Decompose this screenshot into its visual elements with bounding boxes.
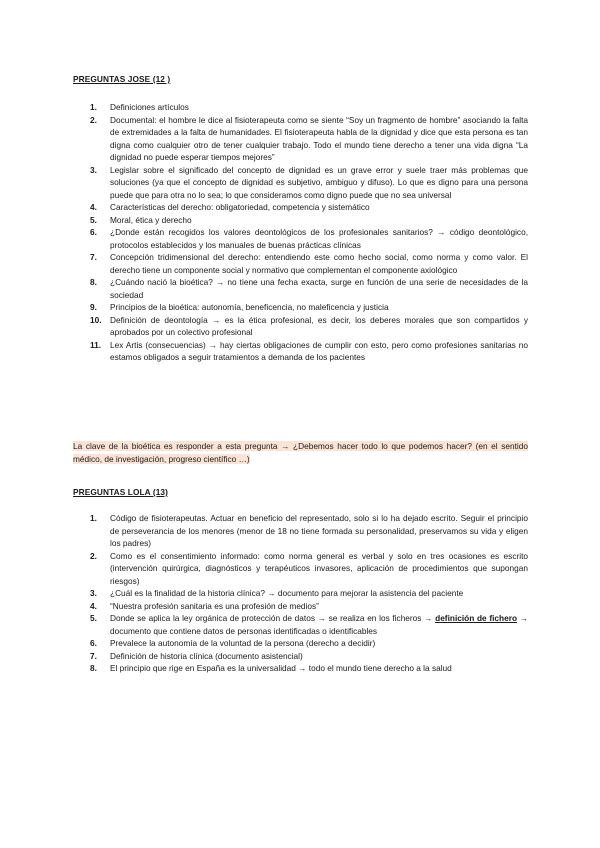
list-item <box>73 201 528 214</box>
item-text: ¿Cuándo nació la bioética? → no tiene una fecha exacta, surge en función de una serie de necesidades de la sociedad <box>110 277 528 300</box>
item-text: ¿Cuál es la finalidad de la historia clínica? → documento para mejorar la asistencia del paciente <box>110 588 464 598</box>
list-item <box>73 587 528 600</box>
jose-question-list <box>73 101 528 364</box>
list-item <box>73 600 528 613</box>
item-number: 3. <box>90 164 97 175</box>
item-number: 8. <box>90 277 97 287</box>
list-item <box>73 662 528 675</box>
item-number: 6. <box>90 638 97 648</box>
item-text: “Nuestra profesión sanitaria es una profesión de medios” <box>110 600 319 611</box>
bioethics-key-paragraph <box>73 440 528 465</box>
item-text-post: → documento que contiene datos de personas identificadas o identificables <box>110 613 528 636</box>
item-number: 7. <box>90 650 97 661</box>
item-number: 2. <box>90 114 97 125</box>
item-text: Principios de la bioética: autonomía, beneficencia, no maleficencia y justicia <box>110 302 389 312</box>
item-text: Definiciones artículos <box>110 102 189 112</box>
list-item <box>73 339 528 364</box>
list-item <box>73 550 528 588</box>
list-item <box>73 612 528 637</box>
list-item <box>73 314 528 339</box>
item-text: Definición de historia clínica (documento asistencial) <box>110 650 303 661</box>
item-text: Documental: el hombre le dice al fisioterapeuta como se siente “Soy un fragmento de hombre” asociando la falta de extremidades a la falta de humanidades. El fisioterapeuta habla de la dignidad y dice que esta persona es tan digna como cualquier otro de tener cualquier trabajo. Todo el mundo tiene derecho a tener una vida digna “La dignidad no puede esperar tiempos mejores” <box>110 114 528 162</box>
list-item <box>73 276 528 301</box>
list-item <box>73 512 528 550</box>
item-number: 3. <box>90 588 97 598</box>
item-number: 4. <box>90 600 97 611</box>
item-text: El principio que rige en España es la universalidad → todo el mundo tiene derecho a la salud <box>110 663 452 673</box>
item-number: 11. <box>90 339 102 350</box>
item-text-pre: Donde se aplica la ley orgánica de protección de datos → se realiza en los ficheros → <box>110 613 436 623</box>
item-text: Lex Artis (consecuencias) → hay ciertas obligaciones de cumplir con esto, pero como profesiones sanitarias no estamos obligados a seguir tratamientos a demanda de los pacientes <box>110 339 528 362</box>
item-number: 5. <box>90 214 97 225</box>
list-item <box>73 650 528 663</box>
list-item <box>73 164 528 202</box>
section-title-jose: PREGUNTAS JOSE (12 ) <box>73 74 171 84</box>
item-text: Prevalece la autonomía de la voluntad de la persona (derecho a decidir) <box>110 638 376 648</box>
list-item <box>73 101 528 114</box>
item-number: 8. <box>90 663 97 673</box>
list-item <box>73 637 528 650</box>
item-text: Características del derecho: obligatoriedad, competencia y sistemático <box>110 202 370 212</box>
list-item <box>73 301 528 314</box>
item-number: 1. <box>90 102 97 112</box>
item-number: 6. <box>90 227 97 237</box>
item-text: Definición de deontología → es la ética profesional, es decir, los deberes morales que son compartidos y aprobados por un colectivo profesional <box>110 314 528 337</box>
fichero-definition-term: definición de fichero <box>435 613 518 623</box>
item-text: ¿Donde están recogidos los valores deontológicos de los profesionales sanitarios? → código deontológico, protocolos establecidos y los manuales de buenas prácticas clínicas <box>110 227 528 250</box>
highlighted-context: (en el sentido médico, de investigación, progreso científico …) <box>73 441 528 464</box>
item-text: Código de fisioterapeutas. Actuar en beneficio del representado, solo si lo ha dejado escrito. Seguir el principio de perseverancia de los menores (menor de 18 no tiene formada su personalidad, preservamos su vida y eligen los padres) <box>110 513 528 548</box>
list-item <box>73 214 528 227</box>
item-number: 9. <box>90 302 97 312</box>
item-text: Como es el consentimiento informado: como norma general es verbal y solo en tres ocasiones es escrito (intervención quirúrgica, diagnósticos y terapéuticos invasores, aplicación de procedimientos que supongan riesgos) <box>110 550 528 586</box>
list-item <box>73 251 528 276</box>
item-text: Concepción tridimensional del derecho: entendiendo este como hecho social, como norma y como valor. El derecho tiene un componente social y normativo que complementan el componente axiológico <box>110 252 528 275</box>
item-number: 4. <box>90 202 97 212</box>
list-item <box>73 114 528 164</box>
item-text: Moral, ética y derecho <box>110 214 192 225</box>
highlighted-question: La clave de la bioética es responder a esta pregunta → ¿Debemos hacer todo lo que podemos hacer? <box>73 441 472 451</box>
item-number: 10. <box>90 314 102 325</box>
section-title-lola: PREGUNTAS LOLA (13) <box>73 487 169 497</box>
lola-question-list <box>73 512 528 675</box>
item-number: 7. <box>90 252 97 262</box>
item-text: Legislar sobre el significado del concepto de dignidad es un grave error y suele traer más problemas que soluciones (ya que el concepto de dignidad es subjetivo, ambiguo y difuso). Lo que es digno para una persona puede que para otra no lo sea; lo que consideramos como digno puede que no sea universal <box>110 164 528 200</box>
item-number: 2. <box>90 550 97 561</box>
item-number: 1. <box>90 513 97 523</box>
list-item <box>73 226 528 251</box>
item-number: 5. <box>90 613 97 623</box>
